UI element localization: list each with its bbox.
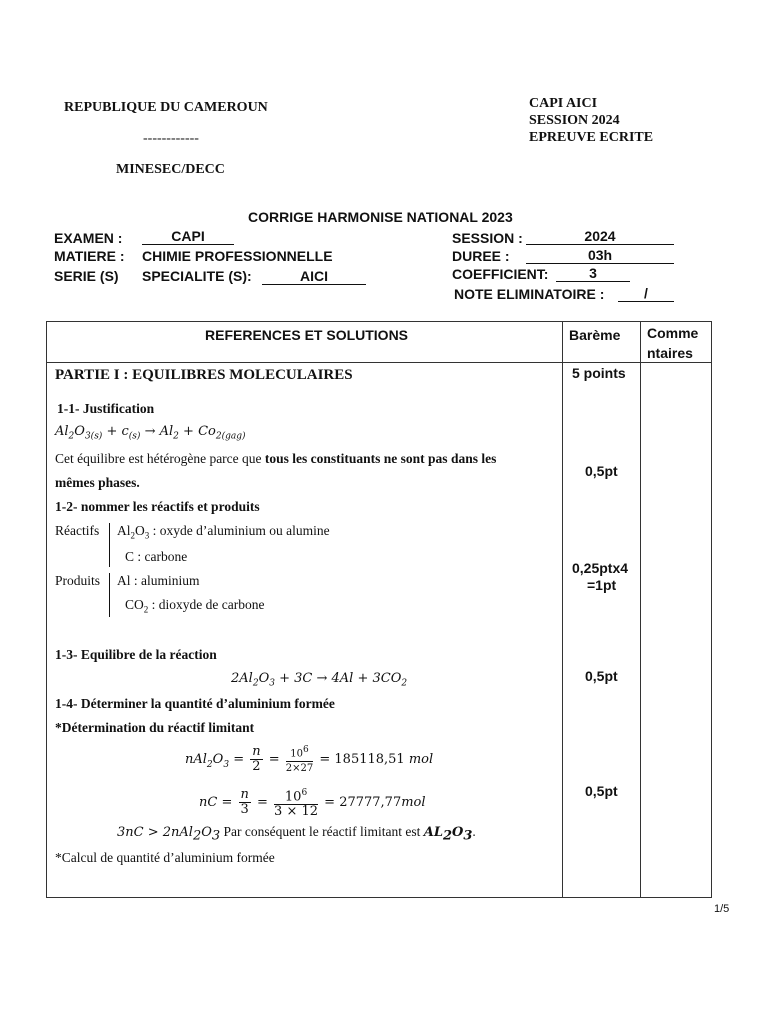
q11-equation: $Al_2O_{3(s)} + c_{(s)} \to Al_2 + Co_{2(gag)}$ — [55, 424, 246, 442]
q12-points-1: 0,25ptx4 — [572, 560, 629, 576]
republic-label: REPUBLIQUE DU CAMEROUN — [64, 100, 268, 115]
note-eliminatoire-label: NOTE ELIMINATOIRE : — [454, 286, 605, 302]
q14-equation-al2o3: $nAl_2O_3$ = $\frac{n}{2}$ = $\frac{10^6}{2\times 27}$ = 185118,51 mol — [185, 744, 434, 775]
q14-points: 0,5pt — [585, 783, 618, 799]
produit-co2: $CO_2$ : dioxyde de carbone — [125, 597, 265, 615]
q11-points: 0,5pt — [585, 463, 618, 479]
specialite-value: AICI — [262, 269, 366, 285]
q14-equation-c: nC = $\frac{n}{3}$ = $\frac{10^6}{3 \times 12}$ = 27777,77mol — [199, 787, 426, 820]
ministry-label: MINESEC/DECC — [116, 162, 225, 177]
column-divider — [562, 322, 563, 897]
q14-conclusion: $3nC > 2nAl_2O_3$ Par conséquent le réactif limitant est $AL_2O_3$. — [117, 824, 476, 844]
q12-title: 1-2- nommer les réactifs et produits — [55, 499, 260, 514]
col-header-commentaires-2: ntaires — [647, 345, 693, 361]
q11-explanation-end: mêmes phases. — [55, 475, 140, 490]
q11-explanation: Cet équilibre est hétérogène parce que tous les constituants ne sont pas dans les — [55, 451, 497, 466]
q12-points-2: =1pt — [587, 577, 617, 593]
col-header-bareme: Barème — [569, 327, 621, 343]
specialite-label: SPECIALITE (S): — [142, 268, 252, 284]
reactifs-bracket — [109, 523, 110, 567]
page-number: 1/5 — [714, 903, 730, 915]
coefficient-value: 3 — [556, 266, 630, 282]
session-label: SESSION : — [452, 230, 523, 246]
examen-value: CAPI — [142, 229, 234, 245]
q14-title: 1-4- Déterminer la quantité d’aluminium formée — [55, 696, 335, 711]
produits-bracket — [109, 573, 110, 617]
note-eliminatoire-value: / — [618, 286, 674, 302]
col-header-commentaires-1: Comme — [647, 325, 699, 341]
matiere-value: CHIMIE PROFESSIONNELLE — [142, 248, 333, 264]
q13-points: 0,5pt — [585, 668, 618, 684]
header-dashes: ------------ — [143, 131, 199, 146]
epreuve-label: EPREUVE ECRITE — [529, 130, 654, 145]
matiere-label: MATIERE : — [54, 248, 125, 264]
reactifs-label: Réactifs — [55, 523, 100, 538]
part-points: 5 points — [572, 365, 626, 381]
q14-subtitle: *Détermination du réactif limitant — [55, 720, 255, 735]
q13-title: 1-3- Equilibre de la réaction — [55, 647, 217, 662]
exam-code: CAPI AICI — [529, 96, 598, 111]
examen-label: EXAMEN : — [54, 230, 123, 246]
produit-aluminium: Al : aluminium — [117, 573, 200, 588]
column-divider — [640, 322, 641, 897]
reactif-carbone: C : carbone — [125, 549, 188, 564]
serie-label: SERIE (S) — [54, 268, 119, 284]
part-title: PARTIE I : EQUILIBRES MOLECULAIRES — [55, 367, 353, 383]
produits-label: Produits — [55, 573, 101, 588]
duree-value: 03h — [526, 248, 674, 264]
col-header-references: REFERENCES ET SOLUTIONS — [205, 327, 409, 343]
reactif-alumine: $Al_2O_3$ : oxyde d’aluminium ou alumine — [117, 523, 330, 541]
q11-title: 1-1- Justification — [57, 401, 155, 416]
solutions-table — [46, 321, 712, 898]
header-row-divider — [47, 362, 711, 363]
document-title: CORRIGE HARMONISE NATIONAL 2023 — [248, 209, 513, 225]
duree-label: DUREE : — [452, 248, 510, 264]
q14-calc: *Calcul de quantité d’aluminium formée — [55, 850, 275, 865]
session-value: 2024 — [526, 229, 674, 245]
coefficient-label: COEFFICIENT: — [452, 266, 549, 282]
examen-value-wrap — [142, 228, 234, 245]
session-year: SESSION 2024 — [529, 113, 620, 128]
q13-equation: $2Al_2O_3 + 3C \to 4Al + 3CO_2$ — [231, 671, 408, 689]
